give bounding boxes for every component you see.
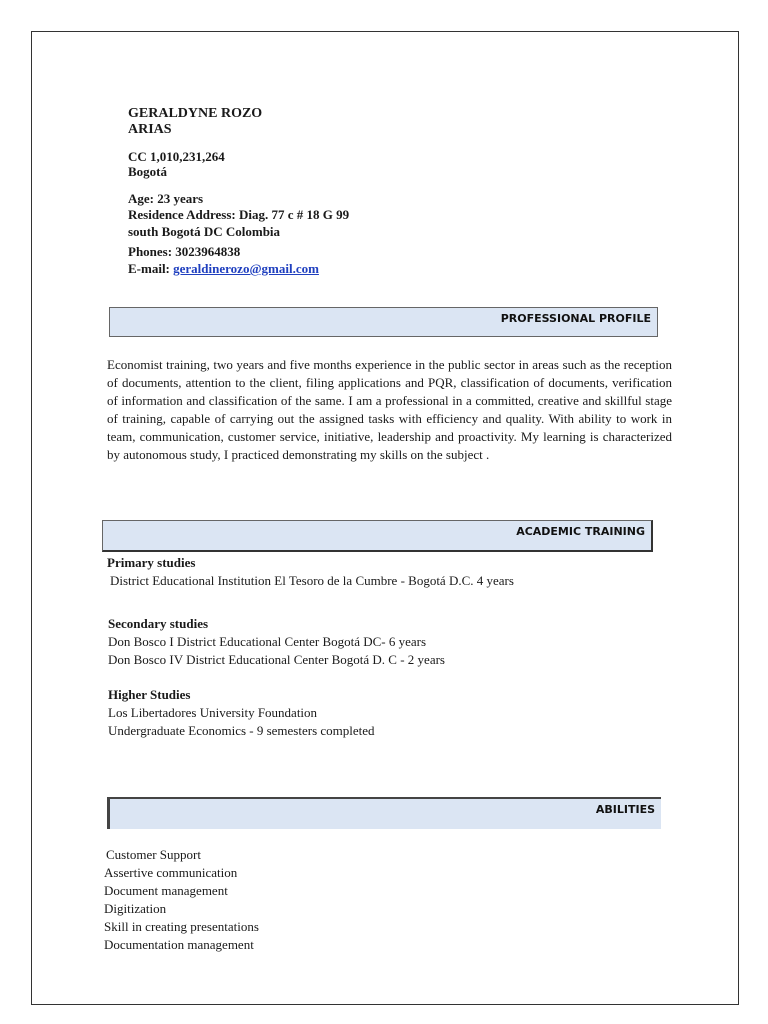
- section-heading-profile: PROFESSIONAL PROFILE: [500, 312, 651, 325]
- id-number: CC 1,010,231,264: [128, 149, 225, 164]
- email-link[interactable]: geraldinerozo@gmail.com: [173, 261, 319, 276]
- address-line-2: south Bogotá DC Colombia: [128, 224, 281, 239]
- section-bar-academic: [102, 520, 653, 552]
- ability-item: Document management: [104, 883, 228, 898]
- higher-item-1: Los Libertadores University Foundation: [108, 705, 318, 720]
- higher-title: Higher Studies: [108, 687, 191, 702]
- name-line-2: ARIAS: [128, 122, 172, 137]
- section-heading-abilities: ABILITIES: [595, 803, 655, 816]
- email-row: [128, 262, 319, 275]
- name-line-1: GERALDYNE ROZO: [128, 106, 263, 121]
- ability-item: Assertive communication: [104, 865, 238, 880]
- ability-item: Digitization: [104, 901, 167, 916]
- address-line-1: Residence Address: Diag. 77 c # 18 G 99: [128, 207, 350, 222]
- primary-title: Primary studies: [107, 555, 196, 570]
- ability-item: Documentation management: [104, 937, 254, 952]
- email-label: E-mail:: [128, 261, 170, 276]
- primary-item-1: District Educational Institution El Tesoro de la Cumbre - Bogotá D.C. 4 years: [110, 573, 514, 588]
- secondary-title: Secondary studies: [108, 616, 209, 631]
- phones: Phones: 3023964838: [128, 244, 241, 259]
- secondary-item-2: Don Bosco IV District Educational Center Bogotá D. C - 2 years: [108, 652, 445, 667]
- ability-item: Customer Support: [106, 847, 201, 862]
- section-bar-abilities: [107, 797, 661, 829]
- profile-paragraph: Economist training, two years and five months experience in the public sector in areas such as the reception of documents, attention to the client, filing applications and PQR, classification of documents, verification of information and classification of the same. I am a professional in a committed, creative and skillful stage of training, capable of carrying out the assigned tasks with efficiency and quality. With ability to work in team, communication, customer service, initiative, leadership and proactivity. My learning is characterized by autonomous study, I practiced demonstrating my skills on the subject .: [107, 357, 672, 462]
- section-heading-academic: ACADEMIC TRAINING: [516, 525, 645, 538]
- age: Age: 23 years: [128, 191, 204, 206]
- ability-item: Skill in creating presentations: [104, 919, 259, 934]
- higher-item-2: Undergraduate Economics - 9 semesters completed: [108, 723, 375, 738]
- section-bar-profile: [109, 307, 658, 337]
- secondary-item-1: Don Bosco I District Educational Center Bogotá DC- 6 years: [108, 634, 427, 649]
- city: Bogotá: [128, 164, 167, 179]
